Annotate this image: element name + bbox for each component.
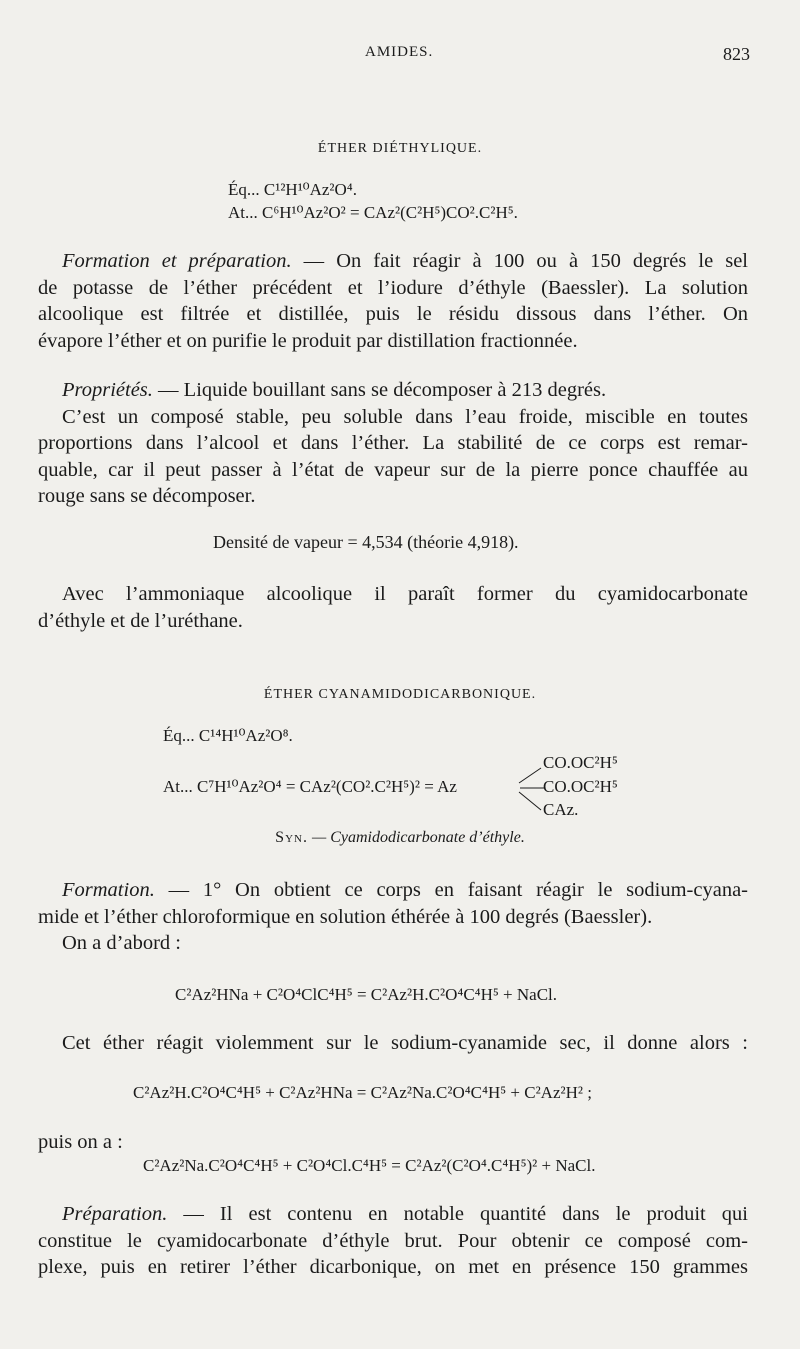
branch-middle: CO.OC²H⁵ (543, 777, 618, 796)
equivalent-formula-2: Éq... C¹⁴H¹⁰Az²O⁸. (163, 726, 293, 745)
preparation-paragraph: Préparation. — Il est contenu en notable quantité dans le produit qui constitue le cyamidocarbonate d’éthyle brut. Pour obtenir ce composé com- plexe, puis en retirer l’éther dicarbonique, on met en présence 150 grammes (38, 1203, 748, 1278)
page-number: 823 (723, 44, 750, 64)
atomic-formula: At... C⁶H¹⁰Az²O² = CAz²(C²H⁵)CO².C²H⁵. (228, 203, 518, 222)
section-title-ether-cyanamidodicarbonique: ÉTHER CYANAMIDODICARBONIQUE. (263, 687, 537, 702)
running-title: AMIDES. (365, 44, 434, 60)
equivalent-formula: Éq... C¹²H¹⁰Az²O⁴. (228, 180, 357, 199)
branch-bottom: CAz. (543, 800, 579, 819)
branch-top: CO.OC²H⁵ (543, 753, 618, 772)
atomic-formula-2: At... C⁷H¹⁰Az²O⁴ = CAz²(CO².C²H⁵)² = Az (163, 777, 457, 796)
bond-top (519, 768, 541, 783)
properties-heading: Propriétés. (62, 379, 153, 401)
reaction-equation-2: C²Az²H.C²O⁴C⁴H⁵ + C²Az²HNa = C²Az²Na.C²O⁴C⁴H⁵ + C²Az²H² ; (133, 1083, 592, 1102)
synonym-text: — Cyamidodicarbonate d’éthyle. (307, 829, 525, 846)
synonym-label: Syn. (275, 829, 308, 846)
reaction-paragraph: Cet éther réagit violemment sur le sodium-cyanamide sec, il donne alors : (62, 1032, 748, 1054)
running-header (0, 44, 800, 68)
formation-paragraph: Formation et préparation. — On fait réagir à 100 ou à 150 degrés le sel de potasse de l’éther précédent et l’iodure d’éthyle (Baessler). La solution alcoolique est filtrée et distillée, puis le résidu dissous dans l’éther. On évapore l’éther et on purifie le produit par distillation fractionnée. (38, 250, 749, 352)
properties-paragraph: Propriétés. — Liquide bouillant sans se décomposer à 213 degrés. C’est un composé stable, peu soluble dans l’eau froide, miscible en toutes proportions dans l’alcool et dans l’éther. La stabilité de ce corps est remar- quable, car il peut passer à l’état de vapeur sur de la pierre ponce chauffée au rouge sans se décomposer. (38, 379, 748, 507)
first-reaction-label: On a d’abord : (62, 932, 181, 954)
vapour-density: Densité de vapeur = 4,534 (théorie 4,918). (213, 532, 519, 552)
reaction-equation-1: C²Az²HNa + C²O⁴ClC⁴H⁵ = C²Az²H.C²O⁴C⁴H⁵ + NaCl. (175, 985, 558, 1004)
then-label: puis on a : (38, 1131, 123, 1153)
ammonia-paragraph: Avec l’ammoniaque alcoolique il paraît former du cyamidocarbonate d’éthyle et de l’uréthane. (38, 583, 748, 632)
preparation-heading: Préparation. (62, 1203, 168, 1225)
reaction-equation-3: C²Az²Na.C²O⁴C⁴H⁵ + C²O⁴Cl.C⁴H⁵ = C²Az²(C²O⁴.C⁴H⁵)² + NaCl. (143, 1156, 596, 1175)
formation-heading-2: Formation. (62, 879, 155, 901)
bond-bottom (519, 792, 541, 810)
formation-heading: Formation et préparation. (62, 250, 292, 272)
synonym-line (0, 829, 800, 847)
then-label-paragraph (38, 1129, 748, 1156)
section-title-ether-diethylique: ÉTHER DIÉTHYLIQUE. (317, 141, 483, 156)
formation-paragraph-2: Formation. — 1° On obtient ce corps en faisant réagir le sodium-cyana- mide et l’éther chloroformique en solution éthérée à 100 degrés (Baessler). On a d’abord : (38, 877, 748, 957)
